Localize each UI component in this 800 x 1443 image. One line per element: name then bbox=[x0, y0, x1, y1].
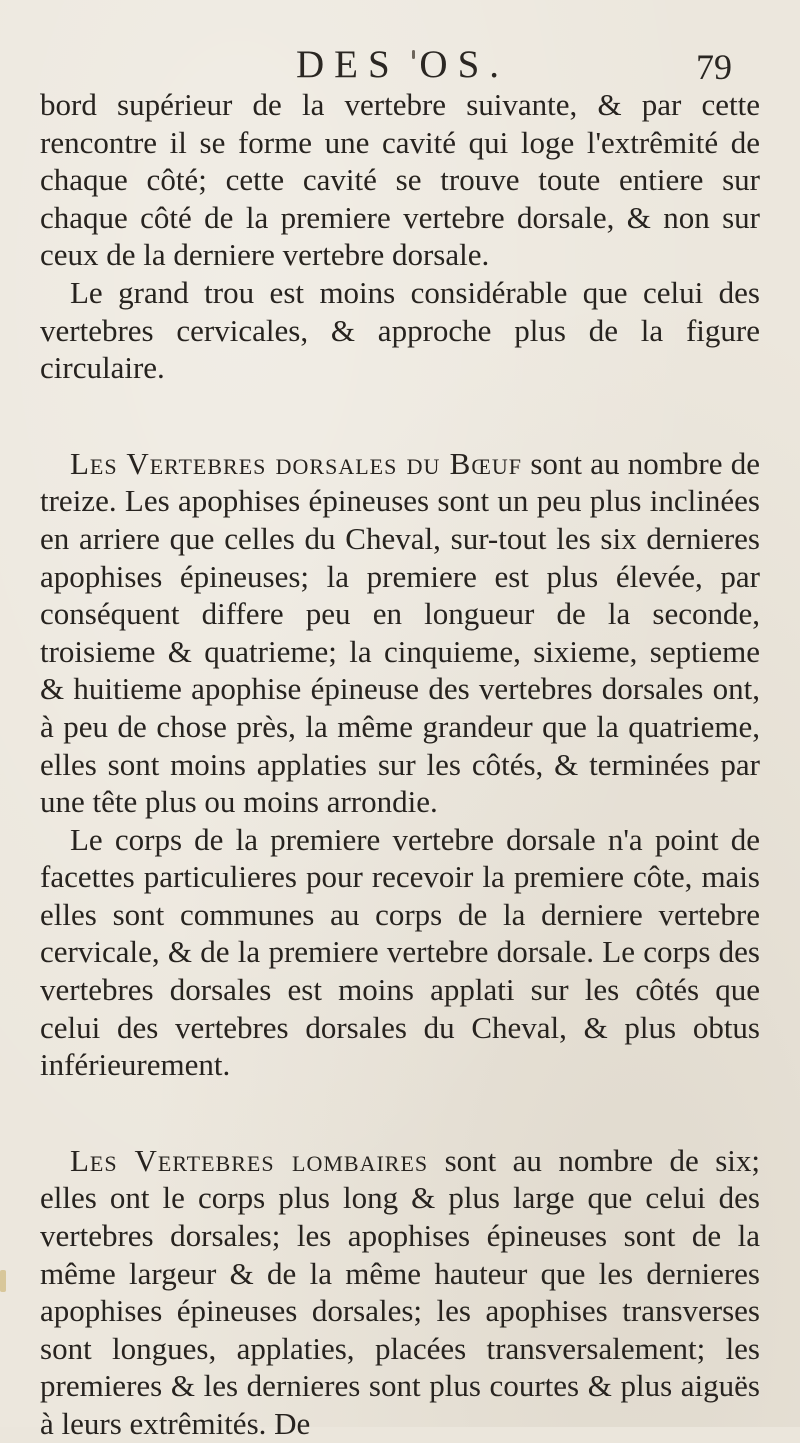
body-text bbox=[40, 86, 760, 1443]
section-gap bbox=[40, 387, 760, 445]
section-gap bbox=[40, 1084, 760, 1142]
running-head: DES OS. bbox=[296, 43, 510, 86]
paragraph-lumbar-vertebrae bbox=[40, 1142, 760, 1443]
paragraph-great-foramen: Le grand trou est moins considérable que celui des vertebres cervicales, & approche plus de la figure circulaire. bbox=[40, 274, 760, 386]
paragraph-continuation: bord supérieur de la vertebre suivante, & par cette rencontre il se forme une cavité qui loge l'extrêmité de chaque côté; cette cavité se trouve toute entiere sur chaque côté de la premiere vertebre dorsale, & non sur ceux de la derniere vertebre dorsale. bbox=[40, 87, 760, 273]
paragraph-dorsal-vertebrae: Les Vertebres dorsales du Bœuf sont au nombre de treize. Les apophises épineuses sont un peu plus inclinées en arriere que celles du Cheval, sur-tout les six dernieres apophises épineuses; la premiere est plus élevée, par conséquent differe peu en longueur de la seconde, troisieme & quatrieme; la cinquieme, sixieme, septieme & huitieme apophise épineuse des vertebres dorsales ont, à peu de chose près, la même grandeur que la quatrieme, elles sont moins applaties sur les côtés, & terminées par une tête plus ou moins arrondie. bbox=[40, 445, 761, 820]
heading-dorsal-vertebrae: Les Vertebres dorsales du Bœuf bbox=[70, 445, 523, 481]
heading-lumbar-vertebrae: Les Vertebres lombaires bbox=[70, 1142, 429, 1178]
paragraph-lumbar-text: sont au nombre de six; elles ont le corps plus long & plus large que celui des vertebres dorsales; les apophises épineuses sont de la même largeur & de la même hauteur que les dernieres apophises épineuses dorsales; les apophises transverses sont longues, applaties, placées transversalement; les premieres & les dernieres sont plus courtes & plus aiguës à leurs extrêmités. De bbox=[40, 1142, 760, 1441]
page-number: 79 bbox=[696, 47, 732, 87]
margin-stain bbox=[0, 1270, 6, 1292]
paragraph-first-dorsal-body: Le corps de la premiere vertebre dorsale n'a point de facettes particulieres pour recevoir la premiere côte, mais elles sont communes au corps de la derniere vertebre cervicale, & de la premiere vertebre dorsale. Le corps des vertebres dorsales est moins applati sur les côtés que celui des vertebres dorsales du Cheval, & plus obtus inférieurement. bbox=[40, 821, 760, 1083]
page-header bbox=[0, 40, 800, 90]
paragraph-dorsal-text: nombre de treize. Les apophises épineuses sont un peu plus inclinées en arriere que celles du Cheval, sur-tout les six dernieres apophises épineuses; la premiere est plus élevée, par conséquent differe peu en longueur de la seconde, troisieme & quatrieme; la cinquieme, sixieme, septieme & huitieme apophise épineuse des vertebres dorsales ont, à peu de chose près, la même grandeur que la quatrieme, elles sont moins applaties sur les côtés, & terminées par une tête plus ou moins arrondie. bbox=[40, 445, 761, 820]
